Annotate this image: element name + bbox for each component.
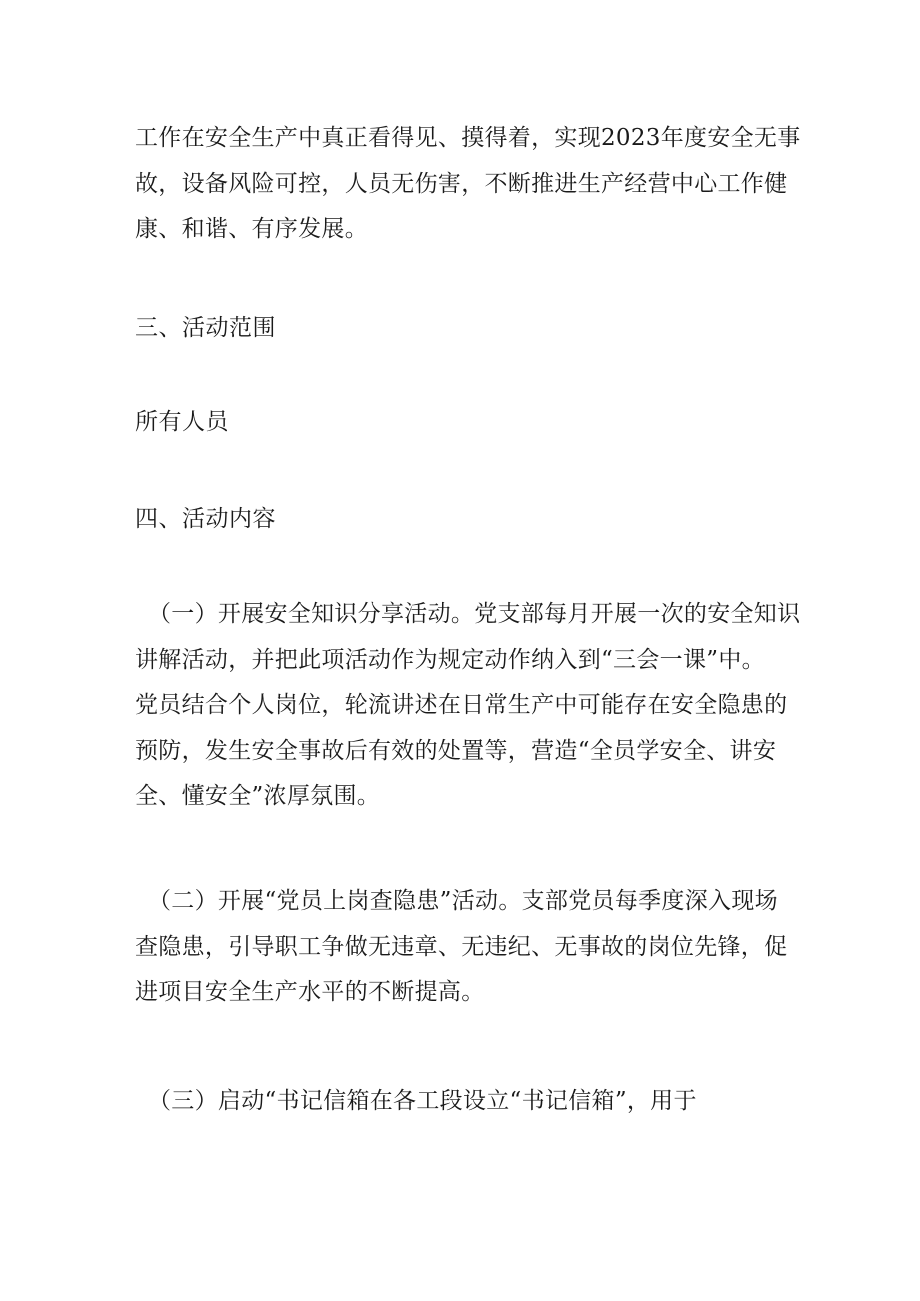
text-line: 康、和谐、有序发展。	[135, 216, 368, 242]
text-line: （三）启动“书记信箱在各工段设立“书记信箱”，用于	[148, 1088, 697, 1114]
text-line: 预防，发生安全事故后有效的处置等，营造“全员学安全、讲安	[135, 737, 777, 764]
paragraph-item-1	[135, 592, 801, 820]
paragraph-goal-continuation	[135, 116, 801, 253]
section-heading-activity-scope: 三、活动范围	[135, 315, 276, 341]
paragraph-item-2	[135, 879, 790, 1016]
text-line: 全、懂安全”浓厚氛围。	[135, 783, 381, 809]
text-line: 查隐患，引导职工争做无违章、无违纪、无事故的岗位先锋，促	[135, 933, 788, 960]
text-line: （一）开展安全知识分享活动。党支部每月开展一次的安全知识	[148, 601, 801, 627]
text-line: 工作在安全生产中真正看得见、摸得着，实现2023年度安全无事	[135, 125, 801, 151]
text-line: 讲解活动，并把此项活动作为规定动作纳入到“三会一课”中。	[135, 646, 765, 673]
section-body-all-personnel: 所有人员	[135, 409, 229, 435]
text-line: 党员结合个人岗位，轮流讲述在日常生产中可能存在安全隐患的	[135, 692, 788, 718]
text-line: 故，设备风险可控，人员无伤害，不断推进生产经营中心工作健	[135, 170, 788, 197]
paragraph-item-3	[135, 1079, 790, 1125]
text-line: 进项目安全生产水平的不断提高。	[135, 979, 485, 1005]
section-heading-activity-content: 四、活动内容	[135, 506, 276, 532]
text-line: （二）开展“党员上岗查隐患”活动。支部党员每季度深入现场	[148, 888, 778, 914]
